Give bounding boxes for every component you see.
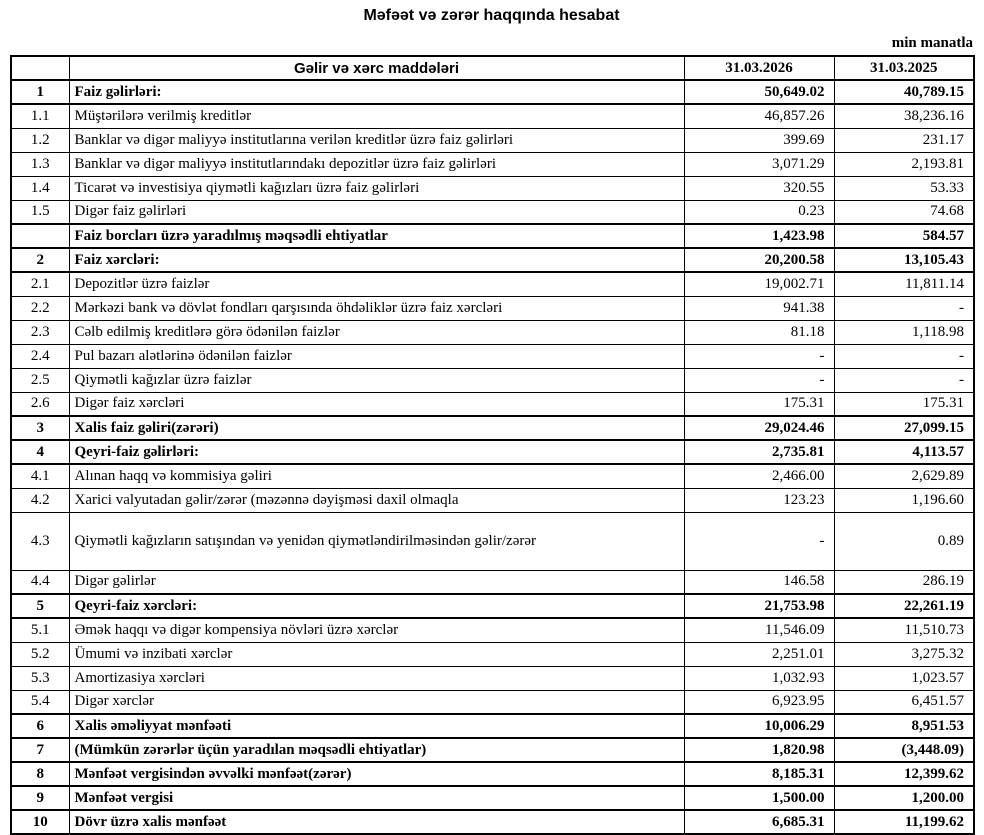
row-label-cell: Mərkəzi bank və dövlət fondları qarşısında öhdəliklər üzrə faiz xərcləri [69, 296, 684, 320]
row-value-2026-cell: 6,685.31 [684, 810, 834, 834]
table-row [11, 464, 974, 488]
row-label-cell: Ticarət və investisiya qiymətli kağızları üzrə faiz gəlirləri [69, 176, 684, 200]
row-label-cell: Qeyri-faiz gəlirləri: [69, 440, 684, 464]
row-value-2026-cell: 50,649.02 [684, 80, 834, 104]
row-value-2025-cell: 1,118.98 [834, 320, 974, 344]
row-value-2025-cell: (3,448.09) [834, 738, 974, 762]
row-value-2026-cell: 2,466.00 [684, 464, 834, 488]
row-label-cell: Banklar və digər maliyyə institutlarındakı depozitlər üzrə faiz gəlirləri [69, 152, 684, 176]
table-row [11, 570, 974, 594]
row-label-cell: Digər gəlirlər [69, 570, 684, 594]
row-number-cell: 2 [11, 248, 69, 272]
page-title: Məfəət və zərər haqqında hesabat [363, 7, 620, 24]
row-number-cell: 1.1 [11, 104, 69, 128]
table-row [11, 176, 974, 200]
row-value-2026-cell: 29,024.46 [684, 416, 834, 440]
row-label-cell: Digər xərclər [69, 690, 684, 714]
row-number-cell: 5 [11, 594, 69, 618]
table-row [11, 594, 974, 618]
row-value-2025-cell: 13,105.43 [834, 248, 974, 272]
row-value-2025-cell: - [834, 296, 974, 320]
row-number-cell: 2.1 [11, 272, 69, 296]
row-value-2025-cell: 53.33 [834, 176, 974, 200]
row-value-2025-cell: 2,629.89 [834, 464, 974, 488]
row-label-cell: Xalis faiz gəliri(zərəri) [69, 416, 684, 440]
row-value-2025-cell: - [834, 368, 974, 392]
row-number-cell: 10 [11, 810, 69, 834]
row-label-cell: Faiz xərcləri: [69, 248, 684, 272]
row-value-2026-cell: 399.69 [684, 128, 834, 152]
row-value-2026-cell: - [684, 368, 834, 392]
table-row [11, 440, 974, 464]
row-number-cell: 4.3 [11, 512, 69, 570]
row-value-2026-cell: 320.55 [684, 176, 834, 200]
row-value-2025-cell: 38,236.16 [834, 104, 974, 128]
row-value-2025-cell: 1,023.57 [834, 666, 974, 690]
row-value-2026-cell: 1,500.00 [684, 786, 834, 810]
row-value-2026-cell: 10,006.29 [684, 714, 834, 738]
table-row [11, 272, 974, 296]
row-value-2025-cell: 0.89 [834, 512, 974, 570]
row-value-2025-cell: 40,789.15 [834, 80, 974, 104]
table-row [11, 642, 974, 666]
row-value-2025-cell: 175.31 [834, 392, 974, 416]
row-number-cell: 7 [11, 738, 69, 762]
row-label-cell: Digər faiz xərcləri [69, 392, 684, 416]
unit-note: min manatla [891, 35, 973, 51]
table-row [11, 80, 974, 104]
row-number-cell: 2.2 [11, 296, 69, 320]
row-number-cell: 2.5 [11, 368, 69, 392]
row-value-2026-cell: 146.58 [684, 570, 834, 594]
row-label-cell: Banklar və digər maliyyə institutlarına verilən kreditlər üzrə faiz gəlirləri [69, 128, 684, 152]
row-label-cell: Xarici valyutadan gəlir/zərər (məzənnə dəyişməsi daxil olmaqla [69, 488, 684, 512]
table-header-row [11, 56, 974, 80]
table-row [11, 248, 974, 272]
row-label-cell: Müştərilərə verilmiş kreditlər [69, 104, 684, 128]
row-number-cell: 1.5 [11, 200, 69, 224]
row-number-cell: 5.3 [11, 666, 69, 690]
row-number-cell: 1.4 [11, 176, 69, 200]
table-row [11, 488, 974, 512]
row-value-2026-cell: 1,032.93 [684, 666, 834, 690]
row-value-2025-cell: 3,275.32 [834, 642, 974, 666]
row-number-header [11, 56, 69, 80]
row-label-cell: Alınan haqq və kommisiya gəliri [69, 464, 684, 488]
row-label-cell: Ümumi və inzibati xərclər [69, 642, 684, 666]
row-number-cell: 4.1 [11, 464, 69, 488]
table-row [11, 392, 974, 416]
row-label-cell: Amortizasiya xərcləri [69, 666, 684, 690]
row-value-2025-cell: 11,811.14 [834, 272, 974, 296]
table-row [11, 666, 974, 690]
row-value-2026-cell: 2,735.81 [684, 440, 834, 464]
row-value-2026-cell: - [684, 344, 834, 368]
row-label-cell: Qiymətli kağızların satışından və yenidən qiymətləndirilməsindən gəlir/zərər [69, 512, 684, 570]
row-value-2026-cell: 19,002.71 [684, 272, 834, 296]
row-value-2026-cell: - [684, 512, 834, 570]
row-number-cell: 5.1 [11, 618, 69, 642]
row-value-2026-cell: 1,820.98 [684, 738, 834, 762]
row-value-2025-cell: 1,200.00 [834, 786, 974, 810]
row-label-cell: Depozitlər üzrə faizlər [69, 272, 684, 296]
table-row [11, 762, 974, 786]
table-row [11, 786, 974, 810]
row-value-2025-cell: 584.57 [834, 224, 974, 248]
items-header: Gəlir və xərc maddələri [69, 56, 684, 80]
row-value-2025-cell: 1,196.60 [834, 488, 974, 512]
row-value-2026-cell: 941.38 [684, 296, 834, 320]
table-row [11, 104, 974, 128]
row-label-cell: Pul bazarı alətlərinə ödənilən faizlər [69, 344, 684, 368]
table-row [11, 296, 974, 320]
row-number-cell: 1.3 [11, 152, 69, 176]
row-label-cell: Mənfəət vergisindən əvvəlki mənfəət(zərər) [69, 762, 684, 786]
row-label-cell: Qiymətli kağızlar üzrə faizlər [69, 368, 684, 392]
row-value-2026-cell: 1,423.98 [684, 224, 834, 248]
row-label-cell: Xalis əməliyyat mənfəəti [69, 714, 684, 738]
row-number-cell [11, 224, 69, 248]
row-number-cell: 1 [11, 80, 69, 104]
row-number-cell: 2.3 [11, 320, 69, 344]
row-label-cell: Dövr üzrə xalis mənfəət [69, 810, 684, 834]
row-value-2026-cell: 11,546.09 [684, 618, 834, 642]
row-label-cell: Mənfəət vergisi [69, 786, 684, 810]
table-row [11, 152, 974, 176]
table-row [11, 714, 974, 738]
table-row [11, 344, 974, 368]
row-number-cell: 9 [11, 786, 69, 810]
row-value-2026-cell: 6,923.95 [684, 690, 834, 714]
row-label-cell: Faiz gəlirləri: [69, 80, 684, 104]
row-label-cell: Qeyri-faiz xərcləri: [69, 594, 684, 618]
row-value-2026-cell: 46,857.26 [684, 104, 834, 128]
date-2025-header: 31.03.2025 [834, 56, 974, 80]
row-number-cell: 4.4 [11, 570, 69, 594]
row-value-2025-cell: 27,099.15 [834, 416, 974, 440]
date-2026-header: 31.03.2026 [684, 56, 834, 80]
row-value-2025-cell: 22,261.19 [834, 594, 974, 618]
income-statement-table [10, 55, 975, 835]
row-value-2025-cell: 4,113.57 [834, 440, 974, 464]
row-value-2025-cell: 2,193.81 [834, 152, 974, 176]
table-row [11, 618, 974, 642]
row-value-2026-cell: 20,200.58 [684, 248, 834, 272]
table-row [11, 224, 974, 248]
table-row [11, 416, 974, 440]
row-label-cell: (Mümkün zərərlər üçün yaradılan məqsədli ehtiyatlar) [69, 738, 684, 762]
row-number-cell: 2.4 [11, 344, 69, 368]
row-value-2025-cell: 286.19 [834, 570, 974, 594]
row-value-2026-cell: 21,753.98 [684, 594, 834, 618]
row-value-2025-cell: 11,510.73 [834, 618, 974, 642]
table-row [11, 690, 974, 714]
row-value-2026-cell: 123.23 [684, 488, 834, 512]
row-number-cell: 8 [11, 762, 69, 786]
table-row [11, 512, 974, 570]
row-label-cell: Digər faiz gəlirləri [69, 200, 684, 224]
row-label-cell: Cəlb edilmiş kreditlərə görə ödənilən faizlər [69, 320, 684, 344]
row-value-2025-cell: 8,951.53 [834, 714, 974, 738]
income-statement-body [11, 80, 974, 834]
row-value-2026-cell: 175.31 [684, 392, 834, 416]
table-row [11, 200, 974, 224]
table-row [11, 738, 974, 762]
row-number-cell: 2.6 [11, 392, 69, 416]
row-number-cell: 4 [11, 440, 69, 464]
row-number-cell: 1.2 [11, 128, 69, 152]
row-value-2025-cell: 6,451.57 [834, 690, 974, 714]
table-row [11, 368, 974, 392]
row-value-2026-cell: 8,185.31 [684, 762, 834, 786]
table-row [11, 810, 974, 834]
row-number-cell: 4.2 [11, 488, 69, 512]
row-value-2026-cell: 0.23 [684, 200, 834, 224]
row-number-cell: 5.4 [11, 690, 69, 714]
row-value-2025-cell: 231.17 [834, 128, 974, 152]
row-value-2025-cell: 12,399.62 [834, 762, 974, 786]
row-value-2026-cell: 2,251.01 [684, 642, 834, 666]
row-value-2025-cell: - [834, 344, 974, 368]
row-value-2025-cell: 74.68 [834, 200, 974, 224]
row-value-2025-cell: 11,199.62 [834, 810, 974, 834]
table-row [11, 128, 974, 152]
table-row [11, 320, 974, 344]
row-label-cell: Əmək haqqı və digər kompensiya növləri üzrə xərclər [69, 618, 684, 642]
row-value-2026-cell: 81.18 [684, 320, 834, 344]
row-value-2026-cell: 3,071.29 [684, 152, 834, 176]
row-label-cell: Faiz borcları üzrə yaradılmış məqsədli ehtiyatlar [69, 224, 684, 248]
row-number-cell: 3 [11, 416, 69, 440]
row-number-cell: 5.2 [11, 642, 69, 666]
row-number-cell: 6 [11, 714, 69, 738]
